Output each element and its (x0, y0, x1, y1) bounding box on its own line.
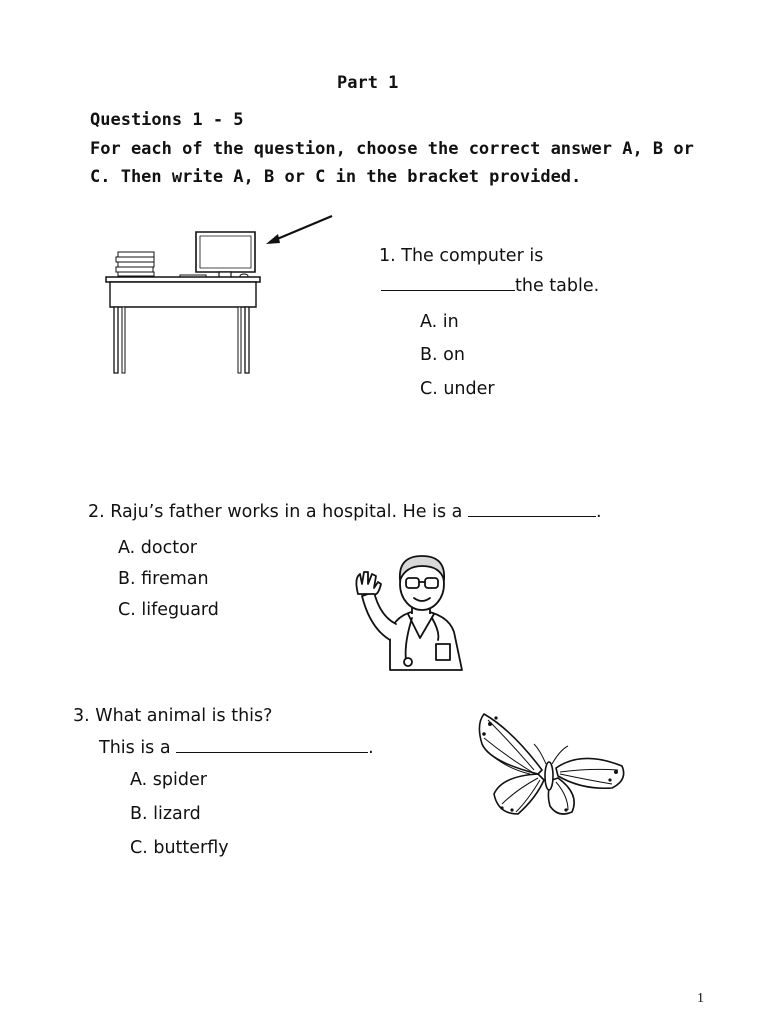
q2-stem: 2. Raju’s father works in a hospital. He is a (88, 502, 463, 522)
instructions-line-2: C. Then write A, B or C in the bracket provided. (90, 167, 582, 187)
desk-computer-icon (100, 210, 340, 380)
q2-option-b: B. fireman (118, 569, 209, 589)
q2-answer-blank[interactable] (468, 498, 596, 517)
q3-option-a: A. spider (130, 770, 207, 790)
q1-answer-blank[interactable] (381, 272, 515, 291)
q2-stem-wrap (88, 498, 602, 522)
instructions-line-1: For each of the question, choose the correct answer A, B or (90, 139, 694, 159)
q1-line-2: the table. (515, 276, 600, 296)
q3-line-2-wrap (99, 734, 374, 758)
q3-answer-blank[interactable] (176, 734, 368, 753)
doctor-icon (350, 548, 480, 673)
section-heading: Questions 1 - 5 (90, 110, 244, 130)
q2-end: . (595, 502, 602, 522)
q1-option-a: A. in (420, 312, 459, 332)
q1-option-c: C. under (420, 379, 495, 399)
q2-option-c: C. lifeguard (118, 600, 219, 620)
q3-line-2: This is a (99, 738, 171, 758)
q1-line-1: 1. The computer is (379, 246, 544, 266)
q1-option-b: B. on (420, 345, 465, 365)
q3-end: . (368, 738, 374, 758)
q2-option-a: A. doctor (118, 538, 197, 558)
butterfly-icon (472, 710, 632, 825)
q3-option-b: B. lizard (130, 804, 201, 824)
q3-option-c: C. butterfly (130, 838, 229, 858)
part-title: Part 1 (337, 73, 399, 93)
q3-line-1: 3. What animal is this? (73, 706, 273, 726)
q1-line-2-wrap (381, 272, 599, 296)
page-number: 1 (697, 991, 704, 1006)
